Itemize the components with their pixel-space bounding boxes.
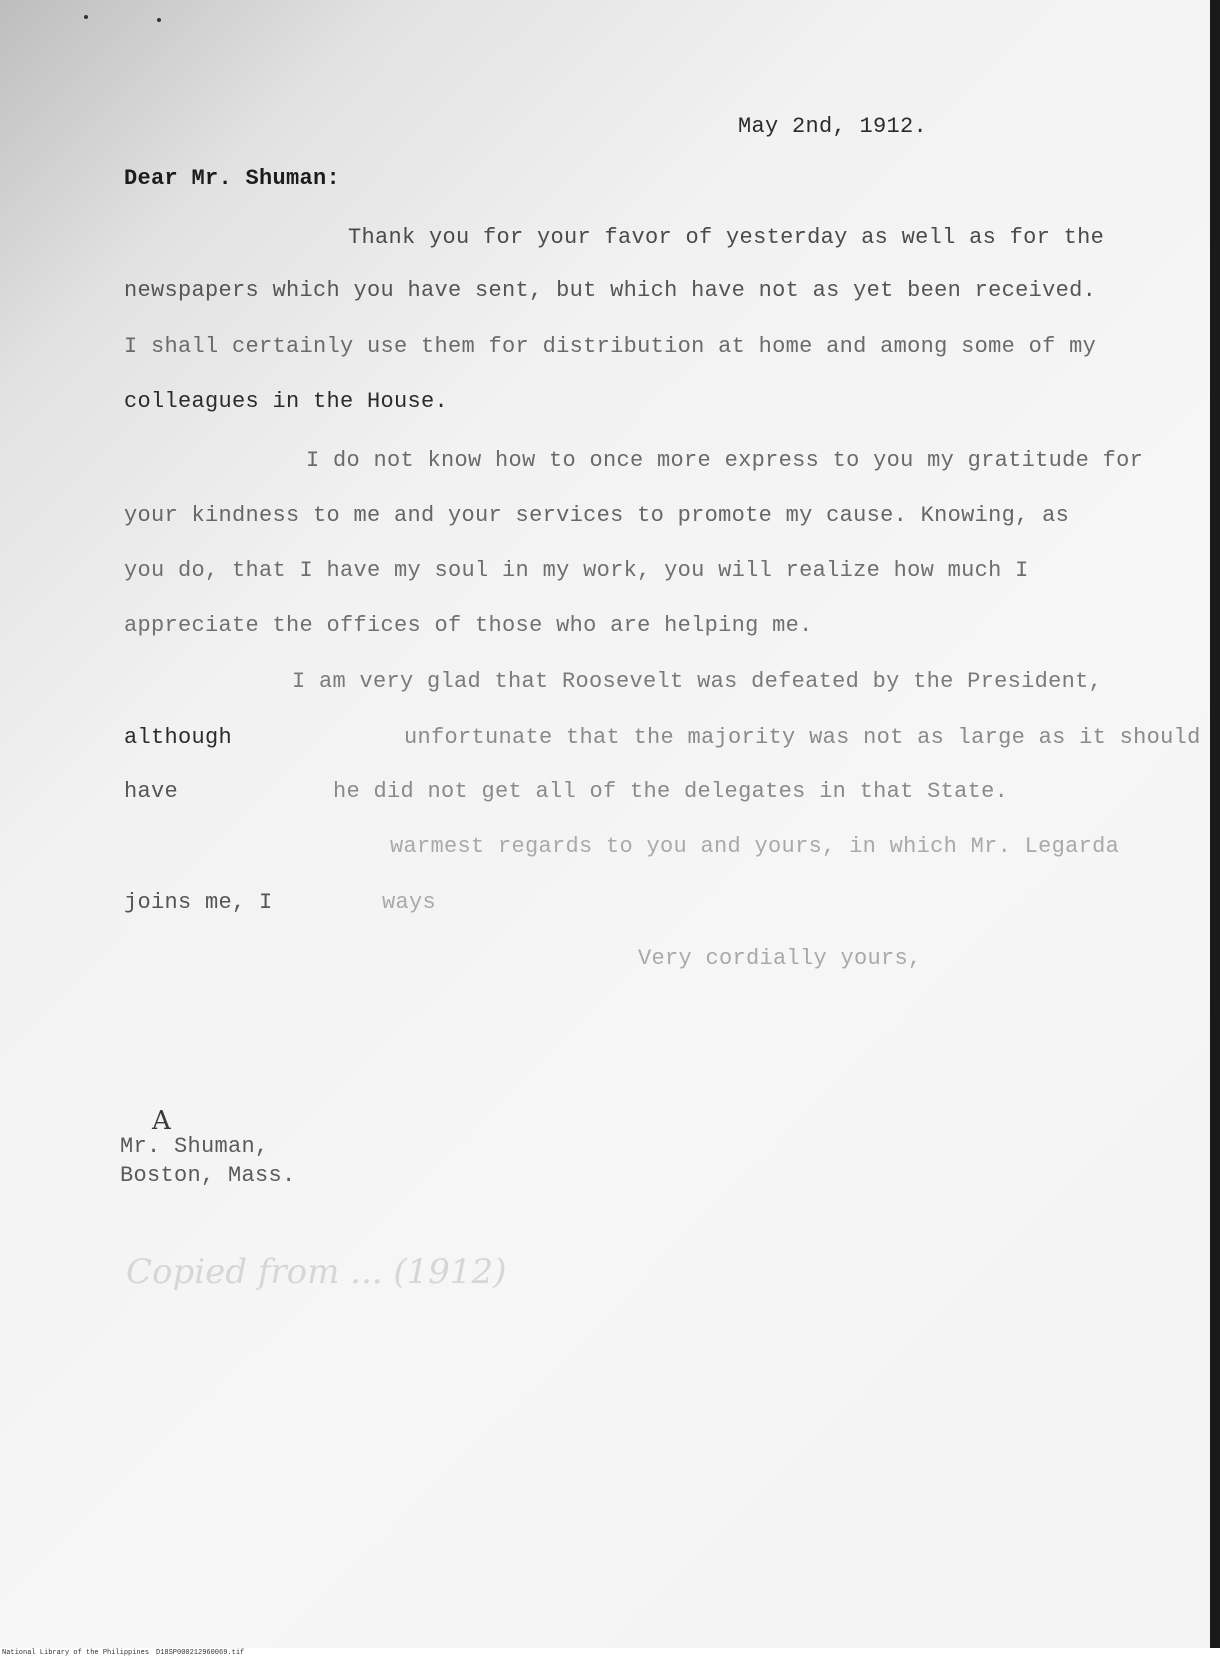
salutation: Dear Mr. Shuman: — [124, 166, 341, 191]
body-line: I am very glad that Roosevelt was defeated by the President, — [292, 669, 1103, 694]
body-line: he did not get all of the delegates in that State. — [333, 779, 1009, 804]
speck-mark — [157, 18, 161, 22]
body-line: Thank you for your favor of yesterday as well as for the — [348, 225, 1105, 250]
page-edge — [1210, 0, 1220, 1648]
address-line: Boston, Mass. — [120, 1163, 296, 1188]
body-line: although — [124, 725, 233, 750]
body-line: appreciate the offices of those who are helping me. — [124, 613, 813, 638]
body-line: unfortunate that the majority was not as large as it should — [404, 725, 1201, 750]
body-line: I do not know how to once more express to you my gratitude for — [306, 448, 1144, 473]
body-line: I shall certainly use them for distribution at home and among some of my — [124, 334, 1097, 359]
insertion-mark: A — [152, 1106, 171, 1136]
body-line: warmest regards to you and yours, in which Mr. Legarda — [390, 834, 1120, 859]
scan-footer — [0, 1648, 1220, 1658]
handwritten-note: Copied from ... (1912) — [126, 1252, 507, 1292]
footer-file-id: D18SP000212960069.tif — [156, 1649, 245, 1657]
body-line: your kindness to me and your services to promote my cause. Knowing, as — [124, 503, 1070, 528]
closing: Very cordially yours, — [638, 946, 922, 971]
footer-institution: National Library of the Philippines — [2, 1649, 150, 1657]
body-line: colleagues in the House. — [124, 389, 449, 414]
letter-date: May 2nd, 1912. — [738, 114, 928, 139]
body-line: you do, that I have my soul in my work, you will realize how much I — [124, 558, 1029, 583]
body-line: newspapers which you have sent, but which have not as yet been received. — [124, 278, 1097, 303]
address-line: Mr. Shuman, — [120, 1134, 269, 1159]
body-line: have — [124, 779, 179, 804]
body-line: ways — [382, 890, 437, 915]
speck-mark — [84, 15, 88, 19]
body-line: joins me, I — [124, 890, 273, 915]
